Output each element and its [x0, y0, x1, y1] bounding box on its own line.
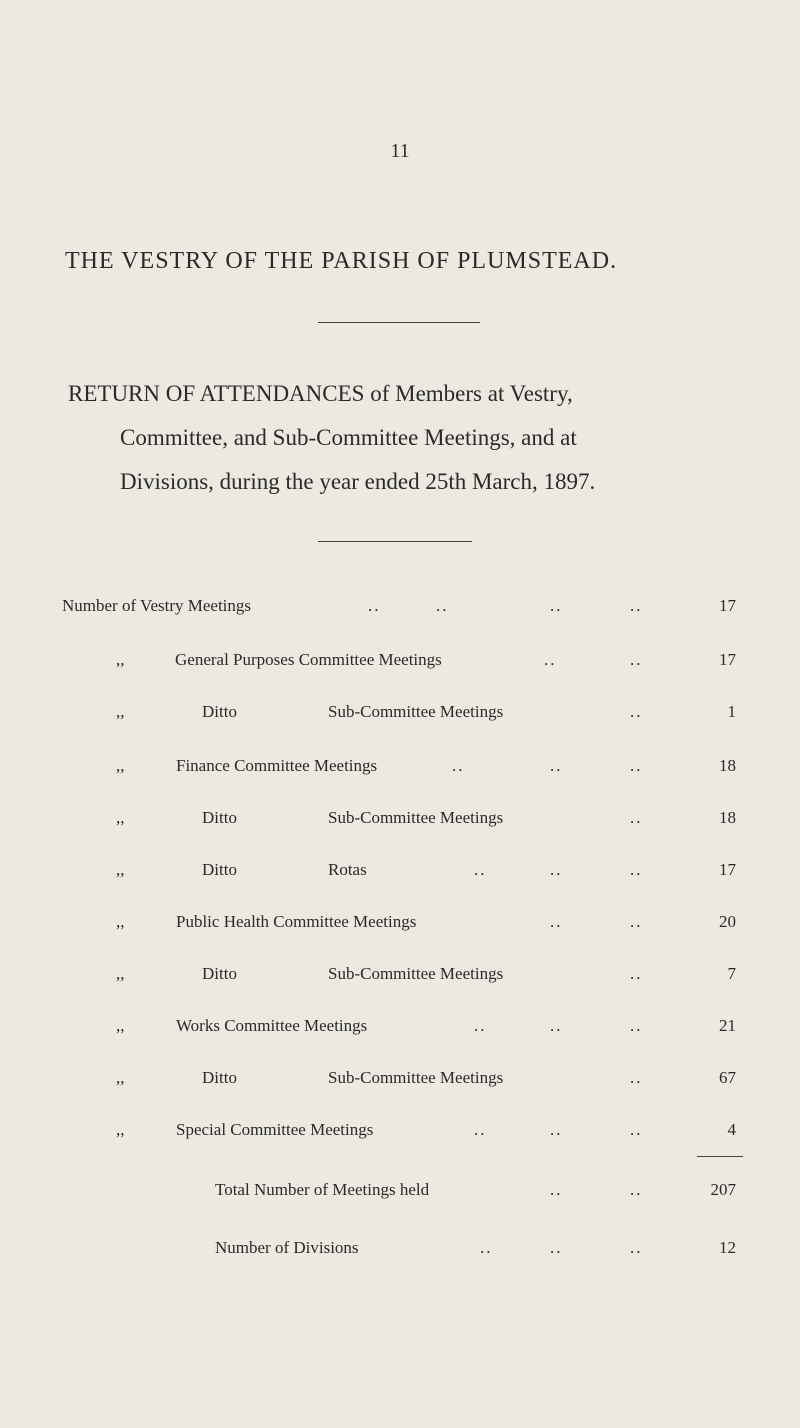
- leader-dots: ..: [474, 860, 487, 879]
- row-label-secondary: Rotas: [328, 860, 367, 879]
- row-value: 18: [719, 808, 736, 827]
- ditto-mark: ,,: [116, 702, 125, 721]
- row-value: 20: [719, 912, 736, 931]
- total-label: Total Number of Meetings held: [215, 1180, 430, 1199]
- attendance-row: [0, 650, 800, 680]
- leader-dots: ..: [550, 1180, 563, 1199]
- ditto-mark: ,,: [116, 912, 125, 931]
- row-value: 67: [719, 1068, 736, 1087]
- leader-dots: ..: [630, 596, 643, 615]
- leader-dots: ..: [544, 650, 557, 669]
- divider: [318, 541, 472, 542]
- row-label-secondary: Sub-Committee Meetings: [328, 702, 504, 721]
- attendance-row: [0, 1068, 800, 1098]
- row-label: Ditto: [202, 860, 237, 879]
- row-label: Ditto: [202, 1068, 237, 1087]
- row-value: 1: [727, 702, 736, 721]
- row-label: Works Committee Meetings: [176, 1016, 368, 1035]
- leader-dots: ..: [630, 964, 643, 983]
- attendance-row: [0, 860, 800, 890]
- leader-dots: ..: [550, 860, 563, 879]
- row-label: General Purposes Committee Meetings: [175, 650, 442, 669]
- leader-dots: ..: [630, 912, 643, 931]
- leader-dots: ..: [474, 1120, 487, 1139]
- row-value: 17: [719, 860, 736, 879]
- intro-line: Divisions, during the year ended 25th March, 1897.: [120, 469, 596, 494]
- ditto-mark: ,,: [116, 650, 125, 669]
- leader-dots: ..: [630, 1238, 643, 1257]
- leader-dots: ..: [550, 1238, 563, 1257]
- sum-rule: [697, 1156, 743, 1157]
- leader-dots: ..: [630, 1180, 643, 1199]
- divisions-label: Number of Divisions: [215, 1238, 359, 1257]
- leader-dots: ..: [630, 808, 643, 827]
- ditto-mark: ,,: [116, 1120, 125, 1139]
- row-label: Finance Committee Meetings: [176, 756, 378, 775]
- leader-dots: ..: [550, 596, 563, 615]
- leader-dots: ..: [630, 1120, 643, 1139]
- row-value: 7: [727, 964, 736, 983]
- row-label-secondary: Sub-Committee Meetings: [328, 1068, 504, 1087]
- attendance-row: [0, 702, 800, 732]
- intro-line: RETURN OF ATTENDANCES of Members at Vestry,: [68, 381, 573, 406]
- attendance-row: [0, 1120, 800, 1150]
- row-label: Special Committee Meetings: [176, 1120, 374, 1139]
- attendance-row: [0, 964, 800, 994]
- leader-dots: ..: [630, 650, 643, 669]
- leader-dots: ..: [630, 1068, 643, 1087]
- ditto-mark: ,,: [116, 1068, 125, 1087]
- attendance-row: [0, 808, 800, 838]
- intro-line: Committee, and Sub-Committee Meetings, and at: [120, 425, 577, 450]
- divider: [318, 322, 480, 323]
- row-label-secondary: Sub-Committee Meetings: [328, 964, 504, 983]
- leader-dots: ..: [550, 1016, 563, 1035]
- leader-dots: ..: [480, 1238, 493, 1257]
- row-value: 4: [727, 1120, 736, 1139]
- row-value: 18: [719, 756, 736, 775]
- row-label: Number of Vestry Meetings: [62, 596, 252, 615]
- row-label: Public Health Committee Meetings: [176, 912, 417, 931]
- leader-dots: ..: [630, 860, 643, 879]
- leader-dots: ..: [550, 756, 563, 775]
- leader-dots: ..: [630, 1016, 643, 1035]
- total-row: [0, 1180, 800, 1210]
- row-label-secondary: Sub-Committee Meetings: [328, 808, 504, 827]
- leader-dots: ..: [630, 756, 643, 775]
- ditto-mark: ,,: [116, 964, 125, 983]
- intro-paragraph: [68, 372, 748, 504]
- total-value: 207: [710, 1180, 736, 1199]
- leader-dots: ..: [436, 596, 449, 615]
- leader-dots: ..: [452, 756, 465, 775]
- attendance-row: [0, 756, 800, 786]
- leader-dots: ..: [368, 596, 381, 615]
- leader-dots: ..: [550, 1120, 563, 1139]
- attendance-row: [0, 912, 800, 942]
- attendance-row: [0, 596, 800, 626]
- divisions-row: [0, 1238, 800, 1268]
- leader-dots: ..: [630, 702, 643, 721]
- row-value: 17: [719, 596, 736, 615]
- row-value: 17: [719, 650, 736, 669]
- row-value: 21: [719, 1016, 736, 1035]
- ditto-mark: ,,: [116, 756, 125, 775]
- row-label: Ditto: [202, 702, 237, 721]
- leader-dots: ..: [550, 912, 563, 931]
- row-label: Ditto: [202, 808, 237, 827]
- row-label: Ditto: [202, 964, 237, 983]
- page-title: THE VESTRY OF THE PARISH OF PLUMSTEAD.: [65, 248, 618, 274]
- leader-dots: ..: [474, 1016, 487, 1035]
- ditto-mark: ,,: [116, 1016, 125, 1035]
- page-number: 11: [390, 140, 410, 162]
- attendance-row: [0, 1016, 800, 1046]
- divisions-value: 12: [719, 1238, 736, 1257]
- ditto-mark: ,,: [116, 860, 125, 879]
- ditto-mark: ,,: [116, 808, 125, 827]
